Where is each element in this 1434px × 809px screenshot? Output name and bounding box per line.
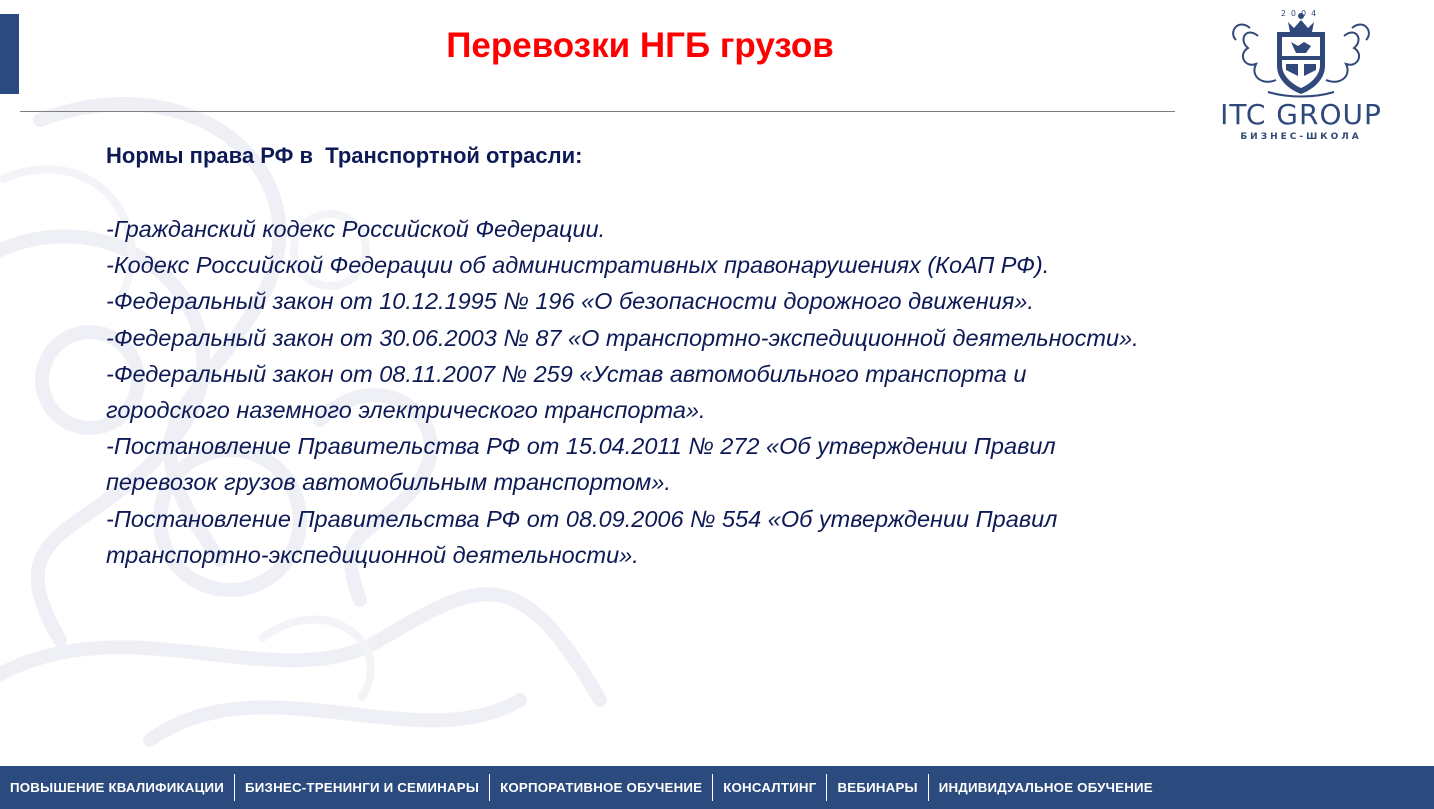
law-item: перевозок грузов автомобильным транспортом». <box>106 469 671 496</box>
law-item: городского наземного электрического транспорта». <box>106 397 706 424</box>
footer-item-webinars[interactable]: ВЕБИНАРЫ <box>837 780 918 795</box>
logo-year: 2004 <box>1280 9 1322 18</box>
law-item: -Кодекс Российской Федерации об административных правонарушениях (КоАП РФ). <box>106 252 1050 279</box>
footer-item-corporate[interactable]: КОРПОРАТИВНОЕ ОБУЧЕНИЕ <box>500 780 703 795</box>
law-item: транспортно-экспедиционной деятельности». <box>106 541 639 568</box>
itc-group-logo <box>1198 6 1404 146</box>
crest-icon <box>1198 6 1404 102</box>
footer-separator <box>826 774 827 801</box>
content-heading: Нормы права РФ в Транспортной отрасли: <box>106 143 583 168</box>
slide-title: Перевозки НГБ грузов <box>446 26 834 65</box>
law-item: -Постановление Правительства РФ от 08.09.2006 № 554 «Об утверждении Правил <box>106 505 1058 532</box>
footer-item-individual[interactable]: ИНДИВИДУАЛЬНОЕ ОБУЧЕНИЕ <box>938 780 1153 795</box>
law-item: -Гражданский кодекс Российской Федерации. <box>106 216 606 242</box>
law-item: -Федеральный закон от 30.06.2003 № 87 «О транспортно-экспедиционной деятельности». <box>106 324 1139 351</box>
footer-item-qualification[interactable]: ПОВЫШЕНИЕ КВАЛИФИКАЦИИ <box>10 780 225 795</box>
law-item: -Федеральный закон от 10.12.1995 № 196 «О безопасности дорожного движения». <box>106 288 1034 315</box>
law-item: -Постановление Правительства РФ от 15.04.2011 № 272 «Об утверждении Правил <box>106 433 1056 460</box>
logo-tagline: БИЗНЕС-ШКОЛА <box>1240 132 1362 142</box>
footer-item-trainings[interactable]: БИЗНЕС-ТРЕНИНГИ И СЕМИНАРЫ <box>245 780 480 795</box>
footer-separator <box>712 774 713 801</box>
law-list <box>106 211 1356 573</box>
footer-separator <box>489 774 490 801</box>
logo-name: ITC GROUP <box>1220 98 1382 131</box>
footer-separator <box>234 774 235 801</box>
footer-bar <box>0 766 1434 809</box>
title-divider <box>20 111 1175 112</box>
footer-separator <box>928 774 929 801</box>
slide-content <box>106 139 1356 573</box>
law-item: -Федеральный закон от 08.11.2007 № 259 «Устав автомобильного транспорта и <box>106 360 1027 387</box>
footer-item-consulting[interactable]: КОНСАЛТИНГ <box>723 780 817 795</box>
